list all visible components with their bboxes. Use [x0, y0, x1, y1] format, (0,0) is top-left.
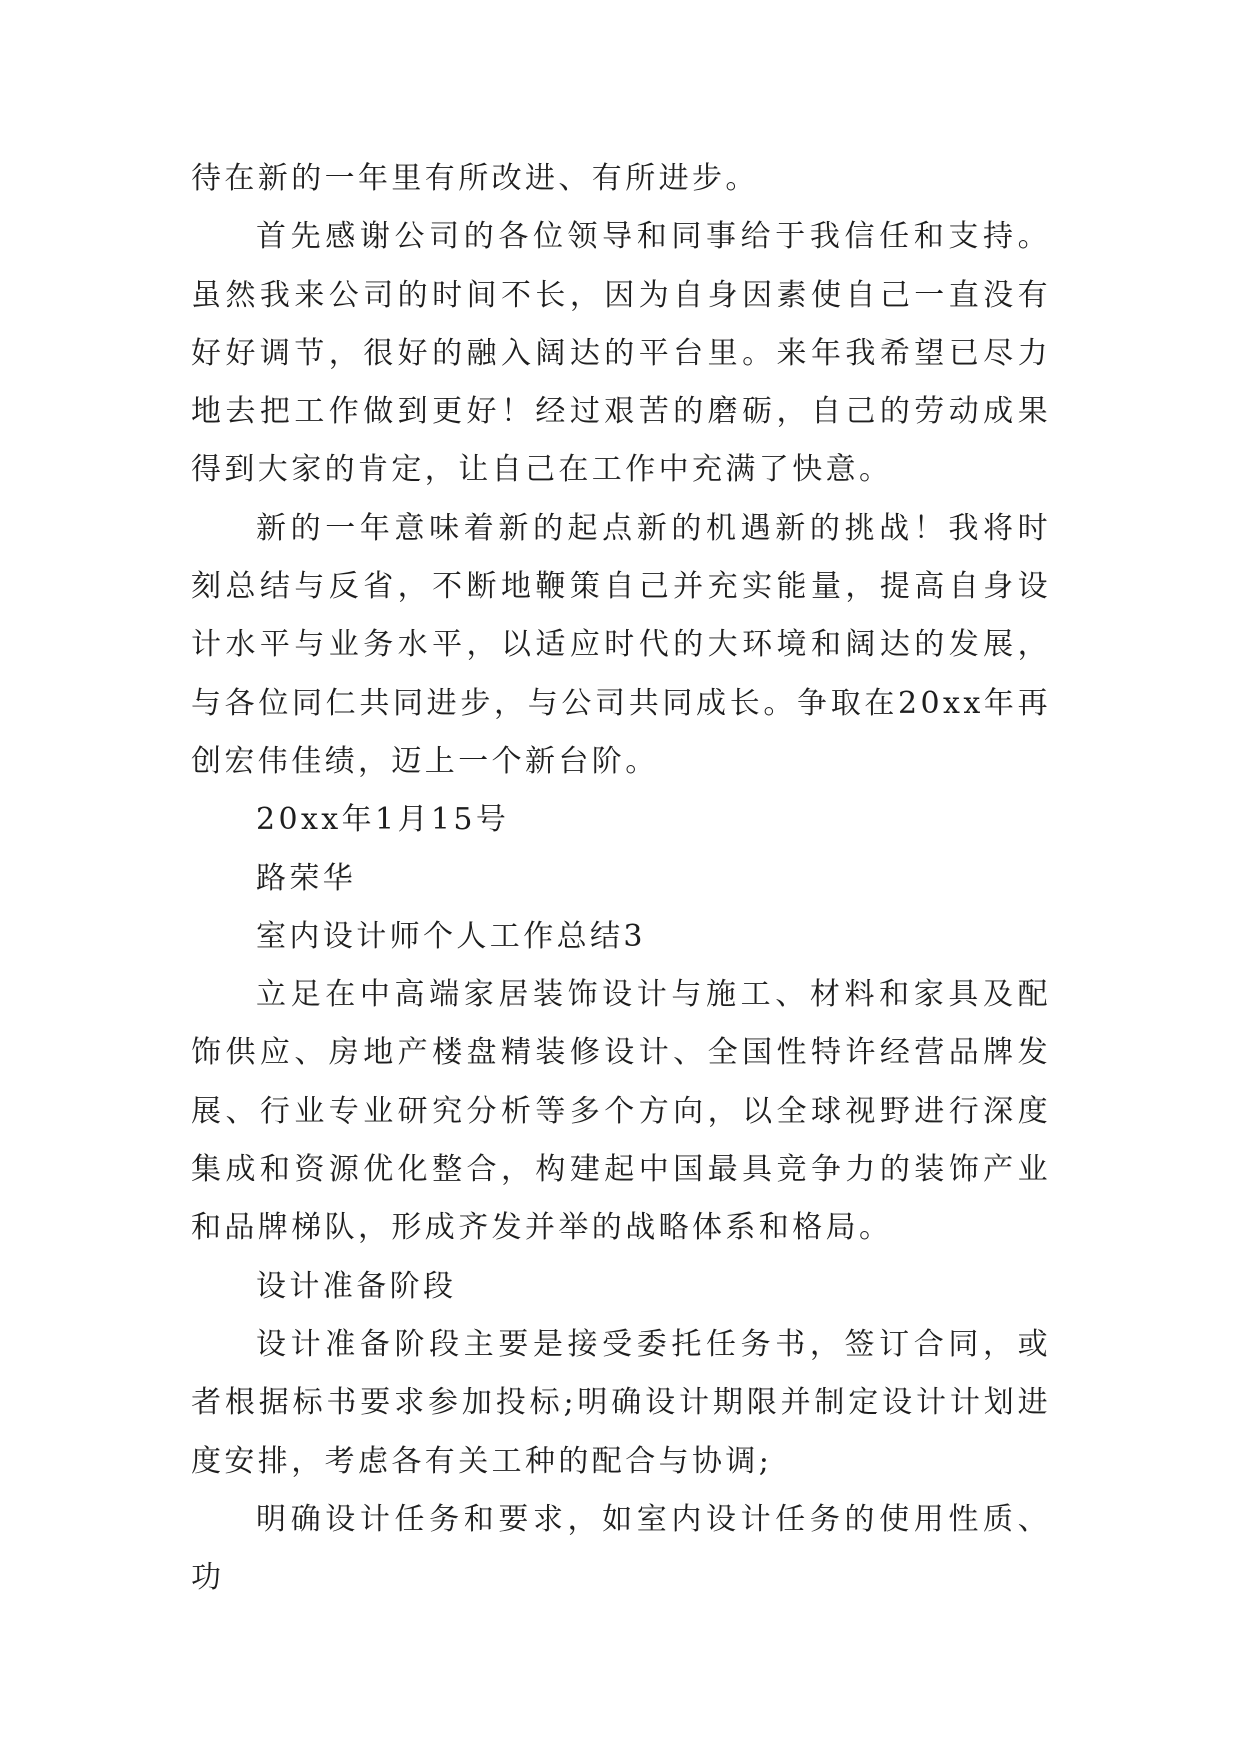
subheading-design-preparation: 设计准备阶段 — [256, 1268, 457, 1304]
document-body — [191, 150, 1051, 1607]
date-line: 20xx年1月15号 — [256, 802, 510, 838]
signature-name: 路荣华 — [256, 860, 357, 896]
paragraph-thanks: 首先感谢公司的各位领导和同事给于我信任和支持。虽然我来公司的时间不长，因为自身因素使自己一直没有好好调节，很好的融入阔达的平台里。来年我希望已尽力地去把工作做到更好！经过艰苦的磨砺，自己的劳动成果得到大家的肯定，让自己在工作中充满了快意。 — [191, 219, 1051, 488]
paragraph-new-year: 新的一年意味着新的起点新的机遇新的挑战！我将时刻总结与反省，不断地鞭策自己并充实能量，提高自身设计水平与业务水平，以适应时代的大环境和阔达的发展，与各位同仁共同进步，与公司共同成长。争取在20xx年再创宏伟佳绩，迈上一个新台阶。 — [191, 510, 1051, 779]
section-heading: 室内设计师个人工作总结3 — [256, 918, 646, 954]
paragraph-design-preparation: 设计准备阶段主要是接受委托任务书，签订合同，或者根据标书要求参加投标;明确设计期限并制定设计计划进度安排，考虑各有关工种的配合与协调; — [191, 1326, 1051, 1479]
paragraph-intro: 立足在中高端家居装饰设计与施工、材料和家具及配饰供应、房地产楼盘精装修设计、全国性特许经营品牌发展、行业专业研究分析等多个方向，以全球视野进行深度集成和资源优化整合，构建起中国最具竞争力的装饰产业和品牌梯队，形成齐发并举的战略体系和格局。 — [191, 977, 1051, 1246]
paragraph-design-tasks: 明确设计任务和要求，如室内设计任务的使用性质、功 — [191, 1501, 1051, 1596]
paragraph-continued: 待在新的一年里有所改进、有所进步。 — [191, 161, 759, 196]
